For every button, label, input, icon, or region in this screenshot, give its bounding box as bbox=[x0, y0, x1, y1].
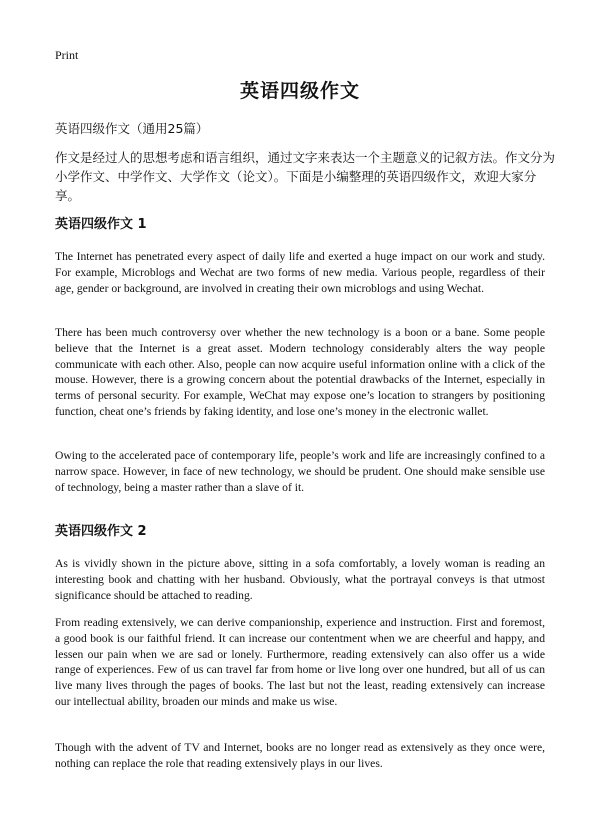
section-2-paragraph-3: Though with the advent of TV and Internet, books are no longer read as extensively as they once were, nothing can replace the role that reading extensively plays in our lives. bbox=[55, 741, 545, 770]
document-subtitle: 英语四级作文（通用25篇） bbox=[55, 121, 209, 136]
section-1-paragraph-3: Owing to the accelerated pace of contemporary life, people’s work and life are increasingly confined to a narrow space. However, in face of new technology, we should be prudent. One should make sensible use of technology, being a master rather than a slave of it. bbox=[55, 449, 545, 494]
intro-paragraph: 作文是经过人的思想考虑和语言组织，通过文字来表达一个主题意义的记叙方法。作文分为小学作文、中学作文、大学作文（论文）。下面是小编整理的英语四级作文，欢迎大家分享。 bbox=[55, 150, 556, 203]
section-1-paragraph-2: There has been much controversy over whether the new technology is a boon or a bane. Some people believe that the Internet is a great asset. Modern technology considerably alters the way people communicate with each other. Also, people can now acquire useful information online with a click of the mouse. However, there is a growing concern about the potential drawbacks of the Internet, especially in terms of personal security. For example, WeChat may expose one’s location to strangers by positioning function, cheat one’s friends by faking identity, and lose one’s money in the electronic wallet. bbox=[55, 326, 545, 418]
print-label: Print bbox=[55, 48, 79, 62]
document-title: 英语四级作文 bbox=[239, 80, 360, 102]
section-2-paragraph-1: As is vividly shown in the picture above, sitting in a sofa comfortably, a lovely woman is reading an interesting book and chatting with her husband. Obviously, what the portrayal conveys is that utmost significance should be attached to reading. bbox=[55, 557, 545, 602]
section-2-paragraph-2: From reading extensively, we can derive companionship, experience and instruction. First and foremost, a good book is our faithful friend. It can increase our contentment when we are cheerful and happy, and lessen our pain when we are sad or lonely. Furthermore, reading extensively can also offer us a wide range of experiences. Few of us can travel far from home or live long over one hundred, but all of us can live many lives through the pages of books. The last but not the least, reading extensively can increase our intellectual ability, broaden our minds and make us wise. bbox=[55, 616, 545, 708]
section-1-paragraph-1: The Internet has penetrated every aspect of daily life and exerted a huge impact on our work and study. For example, Microblogs and Wechat are two forms of new media. Various people, regardless of their age, gender or background, are involved in creating their own microblogs and using Wechat. bbox=[55, 250, 545, 295]
section-heading-1: 英语四级作文 1 bbox=[55, 217, 147, 232]
section-heading-2: 英语四级作文 2 bbox=[55, 524, 147, 539]
